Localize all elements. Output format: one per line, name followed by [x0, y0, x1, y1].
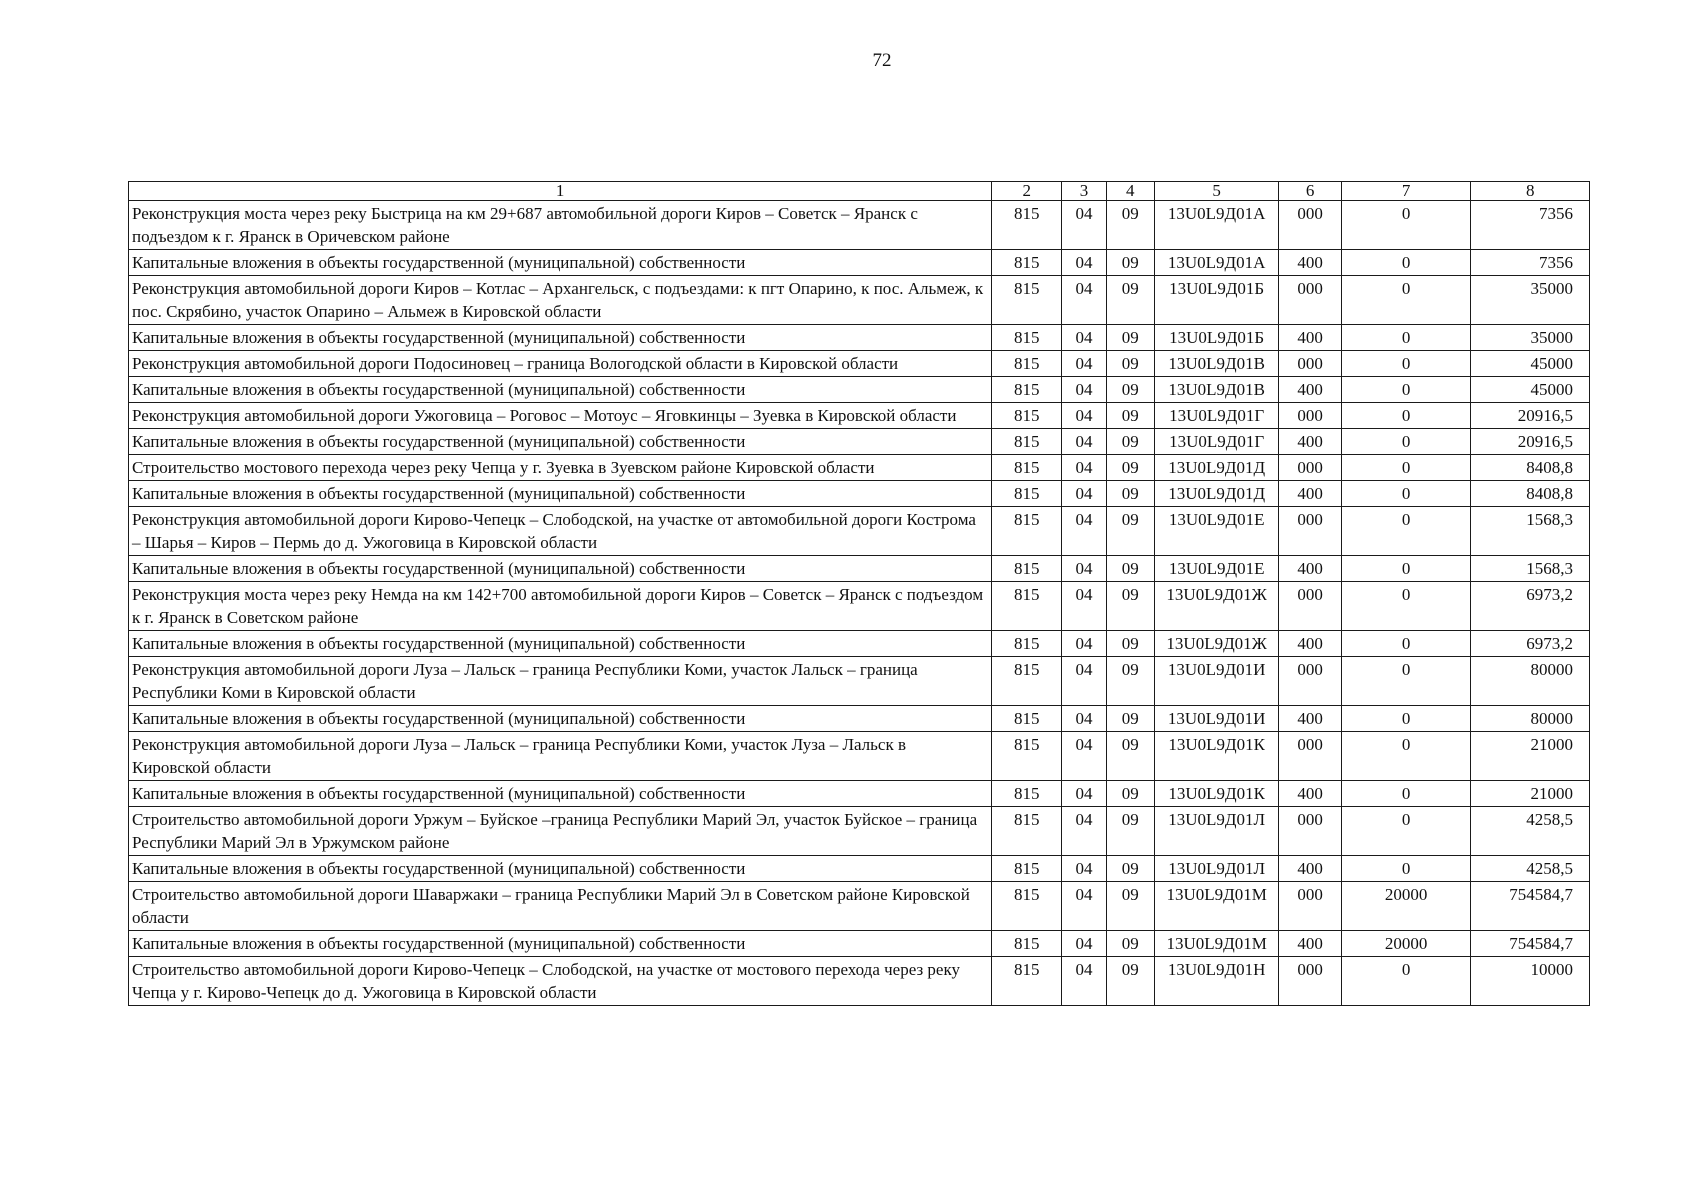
row-description: Реконструкция моста через реку Немда на км 142+700 автомобильной дороги Киров – Советск – Яранск с подъездом к г. Яранск в Советском районе [129, 582, 992, 631]
code-target-article: 13U0L9Д01А [1154, 250, 1279, 276]
code-section: 04 [1062, 403, 1106, 429]
code-subsection: 09 [1106, 582, 1154, 631]
row-description: Капитальные вложения в объекты государственной (муниципальной) собственности [129, 429, 992, 455]
code-ministry: 815 [992, 957, 1062, 1006]
amount-col8: 21000 [1471, 781, 1590, 807]
code-target-article: 13U0L9Д01В [1154, 377, 1279, 403]
column-header-2: 2 [992, 182, 1062, 201]
amount-col8: 80000 [1471, 706, 1590, 732]
amount-col7: 20000 [1341, 931, 1471, 957]
code-subsection: 09 [1106, 556, 1154, 582]
amount-col7: 0 [1341, 631, 1471, 657]
amount-col7: 0 [1341, 403, 1471, 429]
amount-col8: 45000 [1471, 377, 1590, 403]
code-target-article: 13U0L9Д01Г [1154, 429, 1279, 455]
code-section: 04 [1062, 250, 1106, 276]
amount-col8: 1568,3 [1471, 556, 1590, 582]
code-section: 04 [1062, 507, 1106, 556]
code-expense-type: 000 [1279, 276, 1341, 325]
row-description: Строительство мостового перехода через реку Чепца у г. Зуевка в Зуевском районе Кировской области [129, 455, 992, 481]
code-ministry: 815 [992, 931, 1062, 957]
code-ministry: 815 [992, 429, 1062, 455]
table-row [129, 582, 1590, 631]
code-target-article: 13U0L9Д01Ж [1154, 631, 1279, 657]
code-subsection: 09 [1106, 732, 1154, 781]
code-target-article: 13U0L9Д01Л [1154, 856, 1279, 882]
amount-col8: 35000 [1471, 325, 1590, 351]
row-description: Капитальные вложения в объекты государственной (муниципальной) собственности [129, 556, 992, 582]
table-row [129, 250, 1590, 276]
code-target-article: 13U0L9Д01И [1154, 657, 1279, 706]
amount-col7: 0 [1341, 377, 1471, 403]
table-row [129, 377, 1590, 403]
code-subsection: 09 [1106, 631, 1154, 657]
code-ministry: 815 [992, 351, 1062, 377]
code-section: 04 [1062, 481, 1106, 507]
code-subsection: 09 [1106, 429, 1154, 455]
row-description: Реконструкция автомобильной дороги Ужоговица – Роговос – Мотоус – Яговкинцы – Зуевка в Кировской области [129, 403, 992, 429]
code-section: 04 [1062, 276, 1106, 325]
table-row [129, 631, 1590, 657]
code-target-article: 13U0L9Д01Б [1154, 325, 1279, 351]
code-subsection: 09 [1106, 957, 1154, 1006]
code-expense-type: 400 [1279, 481, 1341, 507]
column-header-4: 4 [1106, 182, 1154, 201]
amount-col8: 21000 [1471, 732, 1590, 781]
table-header [129, 182, 1590, 201]
page-number: 72 [872, 50, 892, 71]
table-row [129, 455, 1590, 481]
code-ministry: 815 [992, 325, 1062, 351]
code-expense-type: 400 [1279, 631, 1341, 657]
amount-col7: 0 [1341, 455, 1471, 481]
row-description: Реконструкция автомобильной дороги Подосиновец – граница Вологодской области в Кировской области [129, 351, 992, 377]
header-row [129, 182, 1590, 201]
amount-col8: 1568,3 [1471, 507, 1590, 556]
code-section: 04 [1062, 556, 1106, 582]
amount-col8: 754584,7 [1471, 882, 1590, 931]
code-expense-type: 000 [1279, 455, 1341, 481]
code-expense-type: 400 [1279, 377, 1341, 403]
code-expense-type: 000 [1279, 957, 1341, 1006]
code-target-article: 13U0L9Д01Л [1154, 807, 1279, 856]
code-subsection: 09 [1106, 403, 1154, 429]
row-description: Капитальные вложения в объекты государственной (муниципальной) собственности [129, 250, 992, 276]
amount-col7: 0 [1341, 706, 1471, 732]
code-subsection: 09 [1106, 882, 1154, 931]
amount-col7: 20000 [1341, 882, 1471, 931]
column-header-3: 3 [1062, 182, 1106, 201]
row-description: Капитальные вложения в объекты государственной (муниципальной) собственности [129, 781, 992, 807]
amount-col8: 8408,8 [1471, 481, 1590, 507]
code-target-article: 13U0L9Д01Д [1154, 455, 1279, 481]
code-section: 04 [1062, 856, 1106, 882]
amount-col8: 8408,8 [1471, 455, 1590, 481]
code-target-article: 13U0L9Д01Ж [1154, 582, 1279, 631]
amount-col7: 0 [1341, 582, 1471, 631]
row-description: Капитальные вложения в объекты государственной (муниципальной) собственности [129, 706, 992, 732]
code-target-article: 13U0L9Д01М [1154, 931, 1279, 957]
budget-table [128, 181, 1590, 1006]
code-expense-type: 000 [1279, 807, 1341, 856]
code-section: 04 [1062, 582, 1106, 631]
table-row [129, 325, 1590, 351]
table-row [129, 657, 1590, 706]
code-target-article: 13U0L9Д01К [1154, 732, 1279, 781]
row-description: Капитальные вложения в объекты государственной (муниципальной) собственности [129, 325, 992, 351]
column-header-6: 6 [1279, 182, 1341, 201]
row-description: Капитальные вложения в объекты государственной (муниципальной) собственности [129, 856, 992, 882]
code-ministry: 815 [992, 276, 1062, 325]
code-ministry: 815 [992, 732, 1062, 781]
amount-col8: 6973,2 [1471, 631, 1590, 657]
code-target-article: 13U0L9Д01Г [1154, 403, 1279, 429]
amount-col7: 0 [1341, 201, 1471, 250]
code-expense-type: 400 [1279, 781, 1341, 807]
amount-col7: 0 [1341, 481, 1471, 507]
code-subsection: 09 [1106, 657, 1154, 706]
code-expense-type: 000 [1279, 403, 1341, 429]
code-ministry: 815 [992, 631, 1062, 657]
code-subsection: 09 [1106, 455, 1154, 481]
code-subsection: 09 [1106, 706, 1154, 732]
amount-col8: 20916,5 [1471, 429, 1590, 455]
code-subsection: 09 [1106, 856, 1154, 882]
code-ministry: 815 [992, 377, 1062, 403]
code-section: 04 [1062, 455, 1106, 481]
code-target-article: 13U0L9Д01К [1154, 781, 1279, 807]
table-row [129, 403, 1590, 429]
code-subsection: 09 [1106, 250, 1154, 276]
code-section: 04 [1062, 957, 1106, 1006]
code-expense-type: 000 [1279, 351, 1341, 377]
row-description: Строительство автомобильной дороги Шаваржаки – граница Республики Марий Эл в Советском районе Кировской области [129, 882, 992, 931]
code-expense-type: 400 [1279, 856, 1341, 882]
code-ministry: 815 [992, 582, 1062, 631]
row-description: Капитальные вложения в объекты государственной (муниципальной) собственности [129, 377, 992, 403]
table-row [129, 781, 1590, 807]
amount-col7: 0 [1341, 856, 1471, 882]
row-description: Строительство автомобильной дороги Уржум – Буйское –граница Республики Марий Эл, участок Буйское – граница Республики Марий Эл в Уржумском районе [129, 807, 992, 856]
code-ministry: 815 [992, 706, 1062, 732]
code-section: 04 [1062, 201, 1106, 250]
code-section: 04 [1062, 781, 1106, 807]
table-row [129, 481, 1590, 507]
amount-col8: 20916,5 [1471, 403, 1590, 429]
amount-col8: 80000 [1471, 657, 1590, 706]
code-expense-type: 000 [1279, 882, 1341, 931]
code-ministry: 815 [992, 455, 1062, 481]
code-expense-type: 400 [1279, 556, 1341, 582]
column-header-5: 5 [1154, 182, 1279, 201]
code-ministry: 815 [992, 657, 1062, 706]
code-target-article: 13U0L9Д01Б [1154, 276, 1279, 325]
row-description: Реконструкция автомобильной дороги Кирово-Чепецк – Слободской, на участке от автомобильной дороги Кострома – Шарья – Киров – Пермь до д. Ужоговица в Кировской области [129, 507, 992, 556]
code-ministry: 815 [992, 807, 1062, 856]
table-row [129, 276, 1590, 325]
code-section: 04 [1062, 657, 1106, 706]
code-subsection: 09 [1106, 931, 1154, 957]
code-subsection: 09 [1106, 377, 1154, 403]
amount-col7: 0 [1341, 657, 1471, 706]
code-target-article: 13U0L9Д01А [1154, 201, 1279, 250]
code-expense-type: 000 [1279, 201, 1341, 250]
row-description: Капитальные вложения в объекты государственной (муниципальной) собственности [129, 481, 992, 507]
amount-col8: 10000 [1471, 957, 1590, 1006]
table-row [129, 556, 1590, 582]
code-ministry: 815 [992, 556, 1062, 582]
row-description: Реконструкция автомобильной дороги Луза – Лальск – граница Республики Коми, участок Луза – Лальск в Кировской области [129, 732, 992, 781]
code-section: 04 [1062, 706, 1106, 732]
code-ministry: 815 [992, 882, 1062, 931]
table-row [129, 732, 1590, 781]
code-section: 04 [1062, 807, 1106, 856]
table-row [129, 429, 1590, 455]
code-ministry: 815 [992, 403, 1062, 429]
code-section: 04 [1062, 732, 1106, 781]
column-header-1: 1 [129, 182, 992, 201]
code-target-article: 13U0L9Д01Н [1154, 957, 1279, 1006]
row-description: Реконструкция моста через реку Быстрица на км 29+687 автомобильной дороги Киров – Советск – Яранск с подъездом к г. Яранск в Оричевском районе [129, 201, 992, 250]
row-description: Капитальные вложения в объекты государственной (муниципальной) собственности [129, 631, 992, 657]
row-description: Реконструкция автомобильной дороги Луза – Лальск – граница Республики Коми, участок Лальск – граница Республики Коми в Кировской области [129, 657, 992, 706]
amount-col7: 0 [1341, 351, 1471, 377]
table-row [129, 507, 1590, 556]
code-target-article: 13U0L9Д01М [1154, 882, 1279, 931]
amount-col7: 0 [1341, 429, 1471, 455]
code-section: 04 [1062, 931, 1106, 957]
code-ministry: 815 [992, 507, 1062, 556]
amount-col8: 7356 [1471, 250, 1590, 276]
code-section: 04 [1062, 351, 1106, 377]
row-description: Реконструкция автомобильной дороги Киров – Котлас – Архангельск, с подъездами: к пгт Опарино, к пос. Альмеж, к пос. Скрябино, участок Опарино – Альмеж в Кировской области [129, 276, 992, 325]
amount-col8: 4258,5 [1471, 856, 1590, 882]
table-row [129, 856, 1590, 882]
column-header-7: 7 [1341, 182, 1471, 201]
code-target-article: 13U0L9Д01Е [1154, 556, 1279, 582]
table-row [129, 931, 1590, 957]
code-expense-type: 400 [1279, 429, 1341, 455]
row-description: Строительство автомобильной дороги Кирово-Чепецк – Слободской, на участке от мостового перехода через реку Чепца у г. Кирово-Чепецк до д. Ужоговица в Кировской области [129, 957, 992, 1006]
code-target-article: 13U0L9Д01Е [1154, 507, 1279, 556]
table-row [129, 882, 1590, 931]
code-expense-type: 000 [1279, 507, 1341, 556]
amount-col7: 0 [1341, 556, 1471, 582]
row-description: Капитальные вложения в объекты государственной (муниципальной) собственности [129, 931, 992, 957]
amount-col7: 0 [1341, 250, 1471, 276]
code-section: 04 [1062, 631, 1106, 657]
code-target-article: 13U0L9Д01Д [1154, 481, 1279, 507]
table-row [129, 807, 1590, 856]
code-ministry: 815 [992, 250, 1062, 276]
table-row [129, 351, 1590, 377]
code-expense-type: 400 [1279, 250, 1341, 276]
amount-col8: 7356 [1471, 201, 1590, 250]
amount-col7: 0 [1341, 781, 1471, 807]
amount-col8: 35000 [1471, 276, 1590, 325]
code-target-article: 13U0L9Д01В [1154, 351, 1279, 377]
amount-col7: 0 [1341, 807, 1471, 856]
code-section: 04 [1062, 325, 1106, 351]
code-ministry: 815 [992, 856, 1062, 882]
amount-col7: 0 [1341, 507, 1471, 556]
table-row [129, 706, 1590, 732]
code-target-article: 13U0L9Д01И [1154, 706, 1279, 732]
amount-col7: 0 [1341, 732, 1471, 781]
code-subsection: 09 [1106, 481, 1154, 507]
table-row [129, 957, 1590, 1006]
code-expense-type: 000 [1279, 657, 1341, 706]
amount-col8: 6973,2 [1471, 582, 1590, 631]
code-section: 04 [1062, 882, 1106, 931]
table-body [129, 201, 1590, 1006]
code-ministry: 815 [992, 201, 1062, 250]
code-subsection: 09 [1106, 781, 1154, 807]
code-subsection: 09 [1106, 325, 1154, 351]
code-section: 04 [1062, 429, 1106, 455]
code-expense-type: 400 [1279, 325, 1341, 351]
amount-col7: 0 [1341, 276, 1471, 325]
table-row [129, 201, 1590, 250]
code-expense-type: 000 [1279, 582, 1341, 631]
amount-col7: 0 [1341, 957, 1471, 1006]
code-section: 04 [1062, 377, 1106, 403]
amount-col7: 0 [1341, 325, 1471, 351]
amount-col8: 754584,7 [1471, 931, 1590, 957]
code-subsection: 09 [1106, 807, 1154, 856]
column-header-8: 8 [1471, 182, 1590, 201]
code-subsection: 09 [1106, 201, 1154, 250]
code-ministry: 815 [992, 781, 1062, 807]
amount-col8: 45000 [1471, 351, 1590, 377]
code-ministry: 815 [992, 481, 1062, 507]
code-expense-type: 000 [1279, 732, 1341, 781]
code-subsection: 09 [1106, 276, 1154, 325]
code-expense-type: 400 [1279, 706, 1341, 732]
code-subsection: 09 [1106, 351, 1154, 377]
code-subsection: 09 [1106, 507, 1154, 556]
code-expense-type: 400 [1279, 931, 1341, 957]
amount-col8: 4258,5 [1471, 807, 1590, 856]
